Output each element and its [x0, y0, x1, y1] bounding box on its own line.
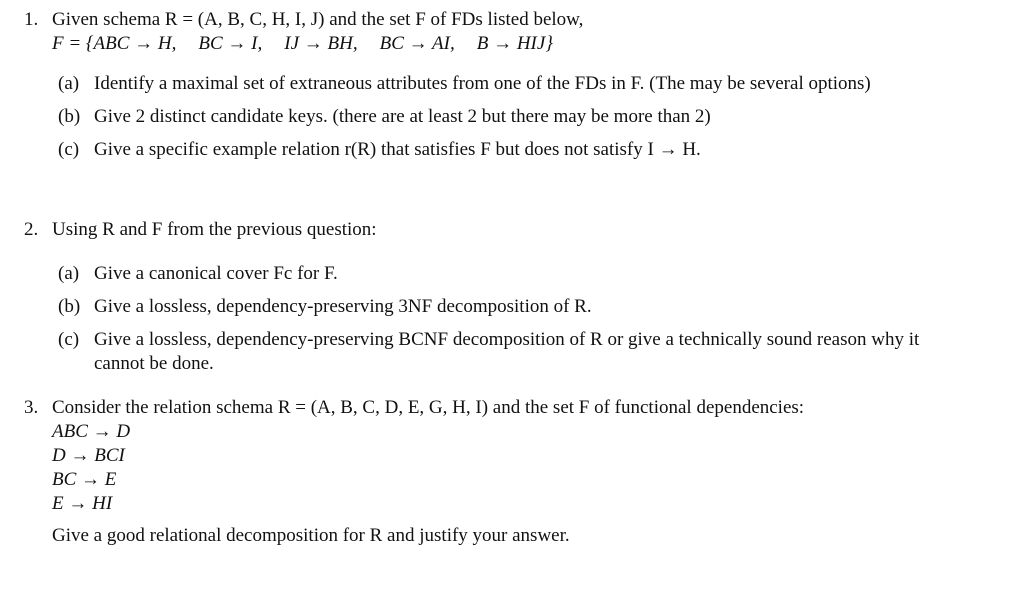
fd-item: B → HIJ: [476, 33, 546, 54]
subpart-b: [58, 295, 954, 319]
fd-set-suffix: }: [545, 33, 553, 54]
subpart-text: Give a lossless, dependency-preserving 3NF decomposition of R.: [94, 296, 592, 317]
subpart-c: [58, 138, 954, 162]
subpart-text: Identify a maximal set of extraneous attributes from one of the FDs in F. (The may be several options): [94, 73, 871, 94]
fd-item: ABC → H,: [93, 33, 177, 54]
fd-set-prefix: F = {: [52, 33, 94, 54]
fd-list: [52, 420, 954, 516]
fd-item: E → HI: [52, 493, 113, 514]
question-intro: Consider the relation schema R = (A, B, C, D, E, G, H, I) and the set F of functional dependencies:: [52, 397, 805, 418]
fd-item: IJ → BH,: [284, 33, 358, 54]
fd-item: BC → I,: [198, 33, 263, 54]
subpart-label: (b): [58, 106, 81, 127]
question-intro: Given schema R = (A, B, C, H, I, J) and the set F of FDs listed below,: [52, 9, 584, 30]
subpart-label: (a): [58, 263, 80, 284]
subpart-c: [58, 328, 954, 376]
subpart-a: [58, 72, 954, 96]
subpart-text: Give a lossless, dependency-preserving BCNF decomposition of R or give a technically sound reason why it cannot be done.: [94, 329, 920, 374]
subpart-a: [58, 262, 954, 286]
fd-item: D → BCI: [52, 445, 125, 466]
question-intro: Using R and F from the previous question:: [52, 219, 377, 240]
subpart-label: (c): [58, 329, 80, 350]
subpart-label: (b): [58, 296, 81, 317]
fd-set-line: [52, 32, 954, 56]
subpart-label: (c): [58, 139, 80, 160]
fd-item: BC → E: [52, 469, 117, 490]
subpart-text: Give a specific example relation r(R) that satisfies F but does not satisfy I → H.: [94, 139, 701, 160]
question-number: 3.: [24, 397, 39, 418]
fd-item: ABC → D: [52, 421, 131, 442]
question-1: [24, 8, 954, 162]
question-3: [24, 396, 954, 548]
question-number: 1.: [24, 9, 39, 30]
subpart-label: (a): [58, 73, 80, 94]
subpart-text: Give a canonical cover Fc for F.: [94, 263, 338, 284]
fd-item: BC → AI,: [379, 33, 455, 54]
subpart-text: Give 2 distinct candidate keys. (there are at least 2 but there may be more than 2): [94, 106, 711, 127]
question-closing: Give a good relational decomposition for R and justify your answer.: [52, 525, 570, 546]
question-2: [24, 218, 954, 376]
question-number: 2.: [24, 219, 39, 240]
subpart-b: [58, 105, 954, 129]
